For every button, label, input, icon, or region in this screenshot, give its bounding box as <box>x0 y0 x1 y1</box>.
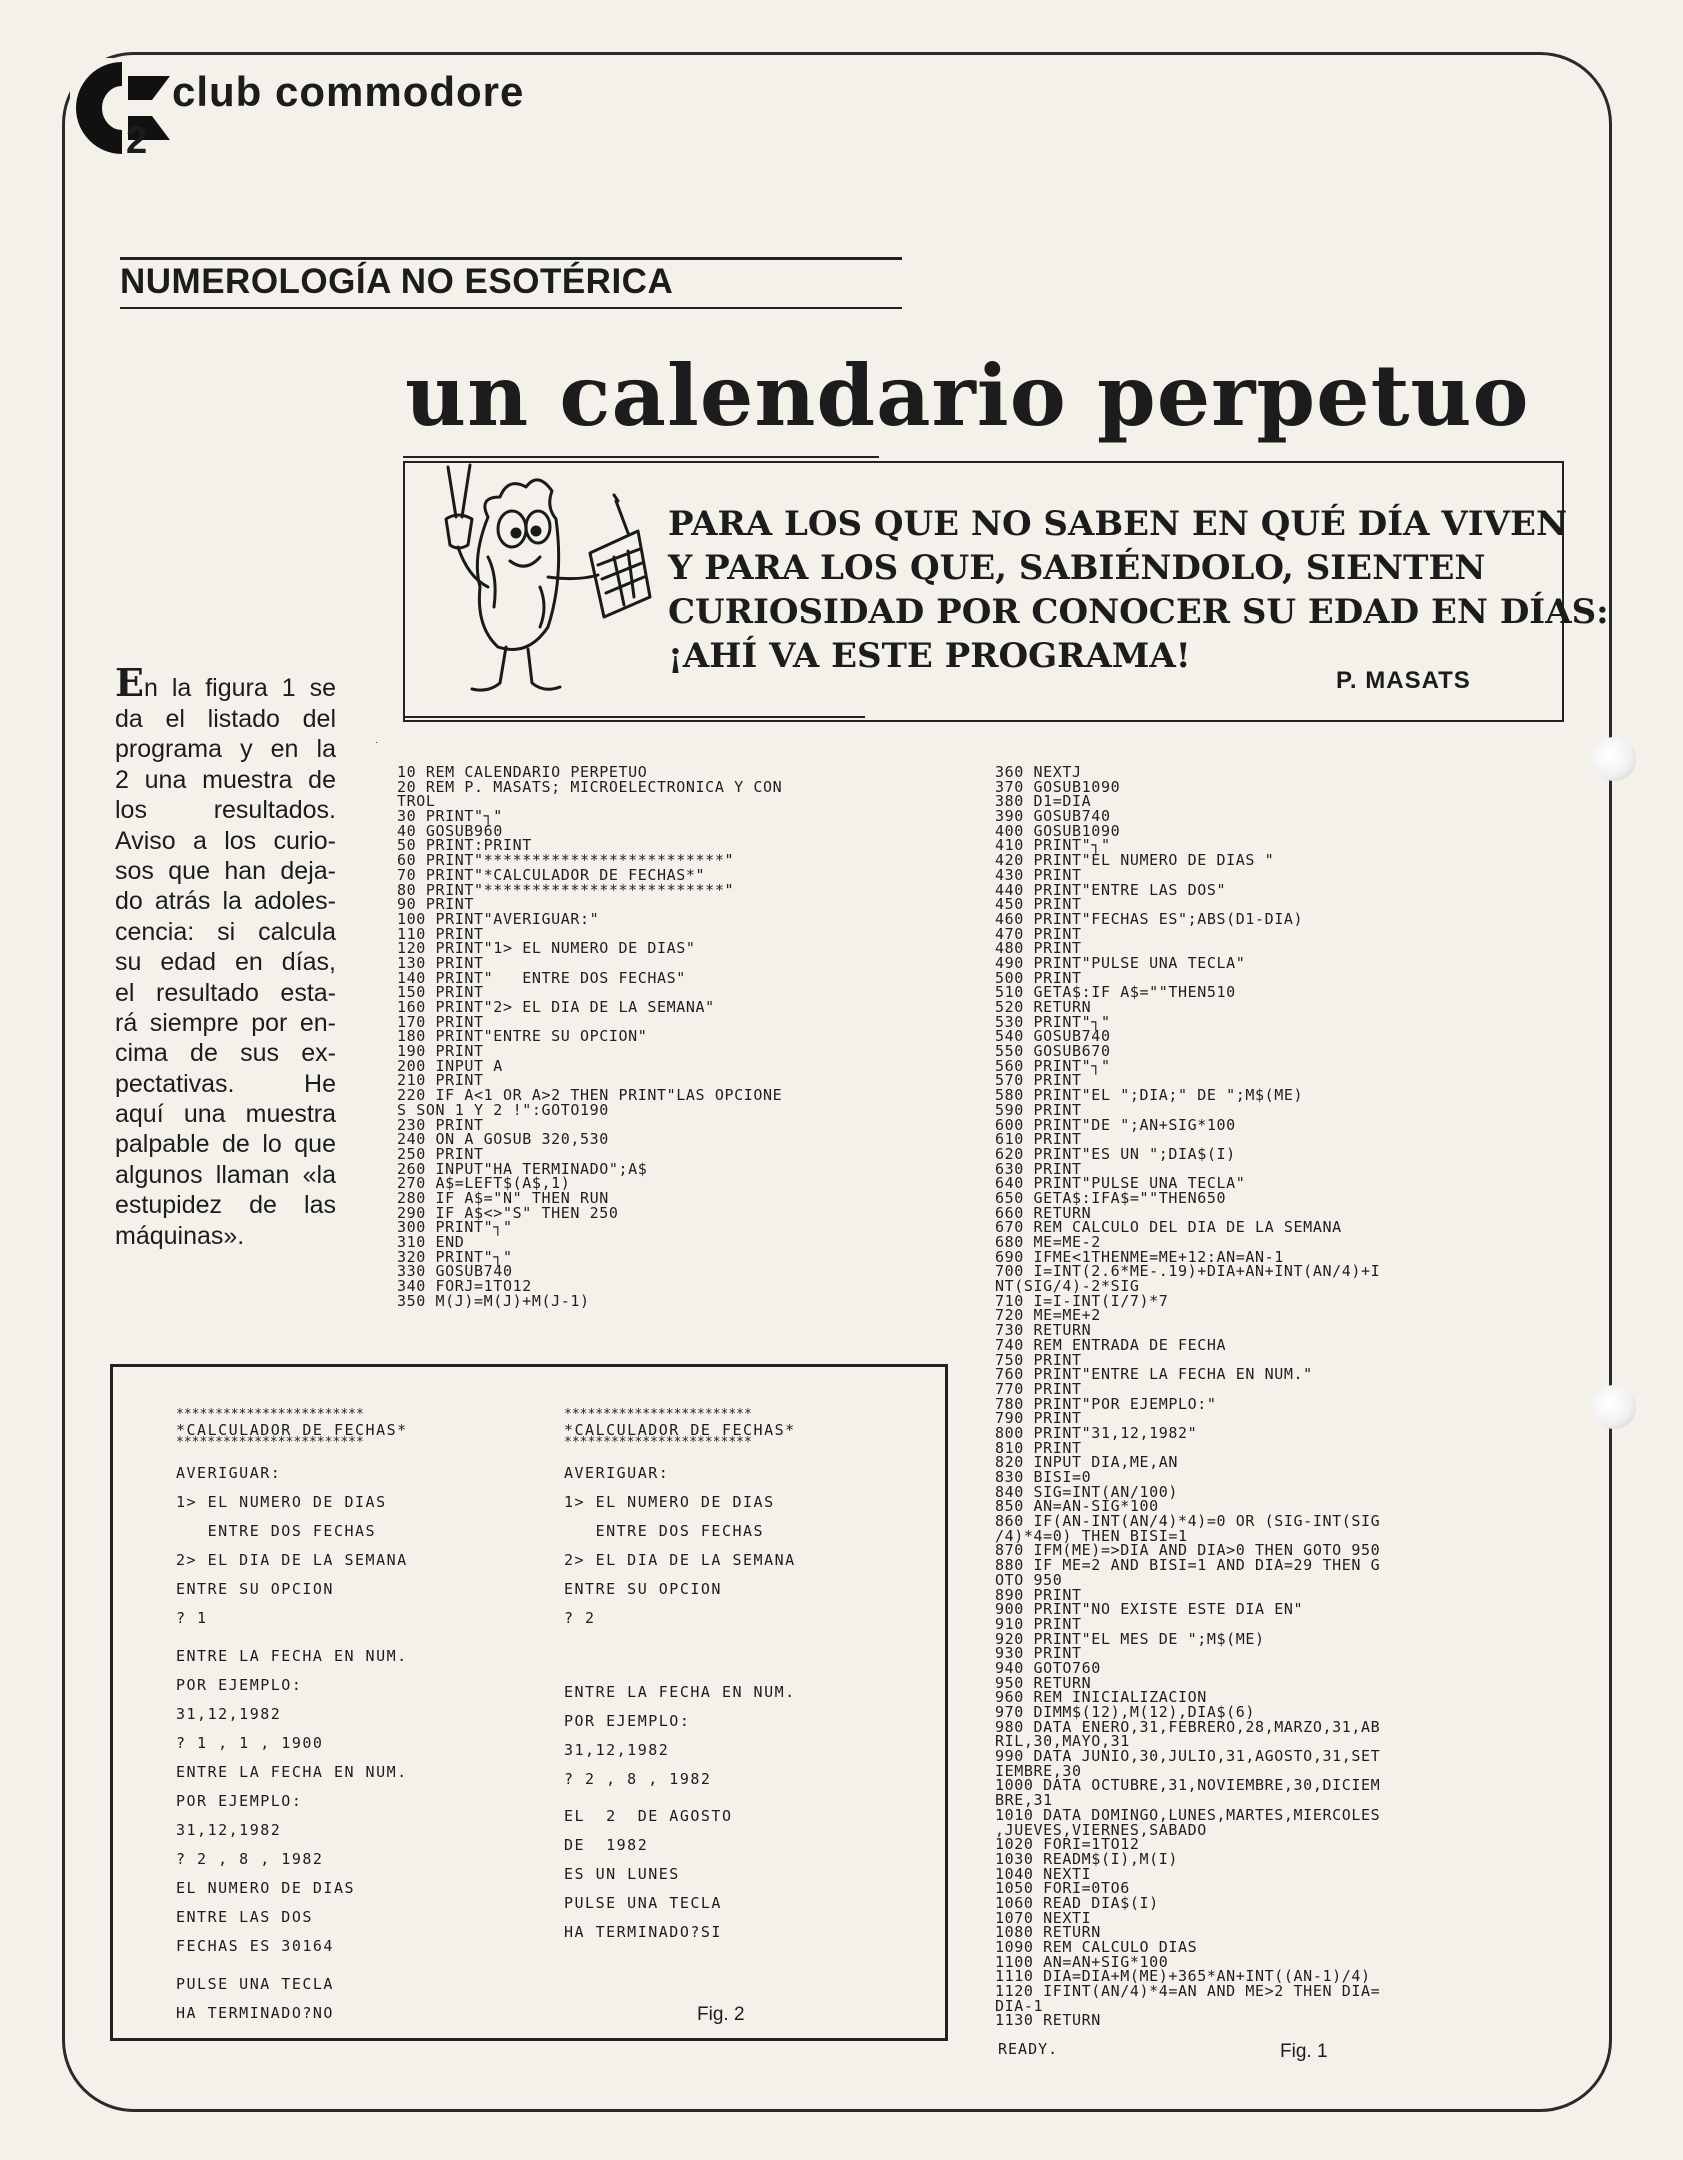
text-line: 50 PRINT:PRINT <box>397 836 532 855</box>
text-line: 1100 AN=AN+SIG*100 <box>995 1952 1169 1971</box>
text-line: 500 PRINT <box>995 968 1082 987</box>
text-line: 480 PRINT <box>995 939 1082 958</box>
page-number: 2 <box>126 120 148 162</box>
section-title: NUMEROLOGÍA NO ESOTÉRICA <box>120 262 674 301</box>
text-line: estupidez de las <box>115 1191 336 1220</box>
text-line: 610 PRINT <box>995 1130 1082 1149</box>
text-line: 570 PRINT <box>995 1071 1082 1090</box>
text-line: 20 REM P. MASATS; MICROELECTRONICA Y CON <box>397 777 783 796</box>
text-line: 550 GOSUB670 <box>995 1042 1111 1061</box>
text-line: 250 PRINT <box>397 1144 484 1163</box>
text-line: 780 PRINT"POR EJEMPLO:" <box>995 1394 1217 1413</box>
text-line: 590 PRINT <box>995 1100 1082 1119</box>
text-line: aquí una muestra <box>115 1100 336 1129</box>
fig1-label: Fig. 1 <box>1280 2041 1328 2062</box>
text-line: 60 PRINT"*************************" <box>397 851 735 870</box>
sample-line: PULSE UNA TECLA <box>176 1975 334 1993</box>
sample-output-box <box>110 1364 948 2041</box>
sample-line: ************************ <box>176 1435 364 1450</box>
text-line: 820 INPUT DIA,ME,AN <box>995 1453 1178 1472</box>
text-line: 240 ON A GOSUB 320,530 <box>397 1130 609 1149</box>
sample-line: DE 1982 <box>564 1836 649 1854</box>
text-line: 980 DATA ENERO,31,FEBRERO,28,MARZO,31,AB <box>995 1717 1381 1736</box>
sample-line: HA TERMINADO?SI <box>564 1923 722 1941</box>
text-line: 960 REM INICIALIZACION <box>995 1688 1207 1707</box>
text-line: 1090 REM CALCULO DIAS <box>995 1938 1198 1956</box>
text-line: 220 IF A<1 OR A>2 THEN PRINT"LAS OPCIONE <box>397 1086 783 1105</box>
text-line: 1110 DIA=DIA+M(ME)+365*AN+INT((AN-1)/4) <box>995 1967 1371 1986</box>
text-line: 970 DIMM$(12),M(12),DIA$(6) <box>995 1703 1256 1721</box>
text-line: 790 PRINT <box>995 1409 1082 1428</box>
text-line: 710 I=I-INT(I/7)*7 <box>995 1291 1169 1310</box>
promo-line: ¡AHÍ VA ESTE PROGRAMA! <box>668 636 1191 676</box>
sample-line: ? 2 , 8 , 1982 <box>176 1850 324 1868</box>
text-line: 30 PRINT"┐" <box>397 807 503 826</box>
ready-prompt: READY. <box>998 2040 1059 2058</box>
text-line: 580 PRINT"EL ";DIA;" DE ";M$(ME) <box>995 1086 1304 1105</box>
sample-line: ENTRE DOS FECHAS <box>176 1522 377 1540</box>
program-listing-left <box>397 765 782 1308</box>
text-line: 880 IF ME=2 AND BISI=1 AND DIA=29 THEN G <box>995 1556 1381 1575</box>
text-line: 770 PRINT <box>995 1379 1082 1398</box>
text-line: 280 IF A$="N" THEN RUN <box>397 1188 609 1207</box>
drop-cap: E <box>115 660 144 705</box>
sample-line: 31,12,1982 <box>564 1741 670 1759</box>
tick-mark: · <box>375 737 379 748</box>
text-line: NT(SIG/4)-2*SIG <box>995 1277 1140 1296</box>
text-line: 110 PRINT <box>397 924 484 943</box>
text-line: 1080 RETURN <box>995 1923 1101 1942</box>
text-line: 800 PRINT"31,12,1982" <box>995 1423 1198 1442</box>
text-line: 460 PRINT"FECHAS ES";ABS(D1-DIA) <box>995 909 1304 928</box>
intro-line-first <box>115 660 336 705</box>
text-line: 310 END <box>397 1233 465 1251</box>
sample-line: ENTRE LA FECHA EN NUM. <box>176 1763 408 1781</box>
text-line: 600 PRINT"DE ";AN+SIG*100 <box>995 1115 1236 1134</box>
text-line: 920 PRINT"EL MES DE ";M$(ME) <box>995 1629 1265 1648</box>
text-line: 1040 NEXTI <box>995 1864 1092 1883</box>
text-line: su edad en días, <box>115 948 336 977</box>
text-line: 90 PRINT <box>397 895 475 914</box>
sample-line: 31,12,1982 <box>176 1821 282 1839</box>
sample-line: 1> EL NUMERO DE DIAS <box>176 1493 387 1511</box>
sample-line: POR EJEMPLO: <box>176 1792 303 1810</box>
program-listing-right <box>995 765 1380 2028</box>
sample-line: POR EJEMPLO: <box>564 1712 691 1730</box>
text-line: 1010 DATA DOMINGO,LUNES,MARTES,MIERCOLES <box>995 1805 1381 1824</box>
text-line: 510 GETA$:IF A$=""THEN510 <box>995 983 1236 1002</box>
text-line: 490 PRINT"PULSE UNA TECLA" <box>995 953 1246 972</box>
text-line: 70 PRINT"*CALCULADOR DE FECHAS*" <box>397 865 706 884</box>
text-line: 330 GOSUB740 <box>397 1262 513 1281</box>
promo-line: Y PARA LOS QUE, SABIÉNDOLO, SIENTEN <box>668 548 1486 588</box>
binder-hole <box>1592 1385 1636 1429</box>
text-line: 840 SIG=INT(AN/100) <box>995 1482 1178 1501</box>
sample-line: ENTRE LA FECHA EN NUM. <box>564 1683 796 1701</box>
sample-line: ************************ <box>564 1435 752 1450</box>
text-line: 2 una muestra de <box>115 765 336 794</box>
text-line: 230 PRINT <box>397 1115 484 1134</box>
sample-line: ES UN LUNES <box>564 1865 680 1883</box>
sample-line: *CALCULADOR DE FECHAS* <box>564 1421 796 1439</box>
club-logo <box>70 58 630 178</box>
text-line: 810 PRINT <box>995 1438 1082 1457</box>
text-line: 180 PRINT"ENTRE SU OPCION" <box>397 1027 648 1046</box>
sample-line: EL NUMERO DE DIAS <box>176 1879 356 1897</box>
author-name: P. MASATS <box>1336 667 1471 694</box>
text-line: 1000 DATA OCTUBRE,31,NOVIEMBRE,30,DICIEM <box>995 1776 1381 1795</box>
text-line: 40 GOSUB960 <box>397 821 503 840</box>
text-line: 670 REM CALCULO DEL DIA DE LA SEMANA <box>995 1218 1342 1237</box>
mascot-illustration-icon <box>428 457 658 707</box>
sample-line: *CALCULADOR DE FECHAS* <box>176 1421 408 1439</box>
sample-line: 31,12,1982 <box>176 1705 282 1723</box>
text-line: 160 PRINT"2> EL DIA DE LA SEMANA" <box>397 998 715 1016</box>
text-line: el resultado esta- <box>115 978 336 1007</box>
text-line: 120 PRINT"1> EL NUMERO DE DIAS" <box>397 939 696 958</box>
text-line: palpable de lo que <box>115 1130 336 1159</box>
text-line: 1070 NEXTI <box>995 1908 1092 1927</box>
sample-line: 2> EL DIA DE LA SEMANA <box>176 1551 408 1569</box>
text-line: 740 REM ENTRADA DE FECHA <box>995 1335 1227 1354</box>
text-line: 340 FORJ=1TO12 <box>397 1277 532 1296</box>
text-line: 1050 FORI=0TO6 <box>995 1879 1130 1898</box>
text-line: 450 PRINT <box>995 895 1082 914</box>
text-line: 650 GETA$:IFA$=""THEN650 <box>995 1188 1227 1207</box>
sample-line: ? 1 , 1 , 1900 <box>176 1734 324 1752</box>
sample-line: POR EJEMPLO: <box>176 1676 303 1694</box>
text-line: 470 PRINT <box>995 924 1082 943</box>
text-line: los resultados. <box>115 796 336 825</box>
text-line: 100 PRINT"AVERIGUAR:" <box>397 909 600 928</box>
text-line: 200 INPUT A <box>397 1056 503 1075</box>
binder-hole <box>1592 737 1636 781</box>
promo-line: CURIOSIDAD POR CONOCER SU EDAD EN DÍAS: <box>668 592 1609 632</box>
text-line: 170 PRINT <box>397 1012 484 1031</box>
text-line: 390 GOSUB740 <box>995 807 1111 826</box>
text-line: 850 AN=AN-SIG*100 <box>995 1497 1159 1516</box>
text-line: 680 ME=ME-2 <box>995 1233 1101 1251</box>
text-line: 430 PRINT <box>995 865 1082 884</box>
section-rule-top <box>120 257 902 260</box>
fig2-label: Fig. 2 <box>697 2004 745 2025</box>
text-line: rá siempre por en- <box>115 1008 336 1037</box>
text-line: 300 PRINT"┐" <box>397 1218 513 1237</box>
text-line: máquinas». <box>115 1221 245 1250</box>
text-line: 1030 READM$(I),M(I) <box>995 1849 1178 1868</box>
text-line: 750 PRINT <box>995 1350 1082 1369</box>
sample-line: ENTRE LA FECHA EN NUM. <box>176 1647 408 1665</box>
text-line: 660 RETURN <box>995 1203 1092 1222</box>
club-name: club commodore <box>172 68 525 115</box>
text-line: OTO 950 <box>995 1570 1063 1589</box>
text-line: 370 GOSUB1090 <box>995 777 1121 796</box>
sample-line: ENTRE LAS DOS <box>176 1908 313 1926</box>
text-line: 760 PRINT"ENTRE LA FECHA EN NUM." <box>995 1365 1313 1384</box>
text-line: 80 PRINT"*************************" <box>397 880 735 899</box>
promo-line: PARA LOS QUE NO SABEN EN QUÉ DÍA VIVEN <box>668 504 1568 544</box>
text-line: 350 M(J)=M(J)+M(J-1) <box>397 1291 590 1310</box>
text-line: 420 PRINT"EL NUMERO DE DIAS " <box>995 851 1275 870</box>
text-line: 150 PRINT <box>397 983 484 1002</box>
text-line: 410 PRINT"┐" <box>995 836 1111 855</box>
text-line: sos que han deja- <box>115 856 336 885</box>
text-line: 940 GOTO760 <box>995 1658 1101 1677</box>
main-title: un calendario perpetuo <box>405 346 1530 445</box>
text-line: 640 PRINT"PULSE UNA TECLA" <box>995 1174 1246 1193</box>
text-line: 540 GOSUB740 <box>995 1027 1111 1046</box>
text-line: Aviso a los curio- <box>115 826 336 855</box>
text-line: 690 IFME<1THENME=ME+12:AN=AN-1 <box>995 1247 1284 1266</box>
text-line: ,JUEVES,VIERNES,SABADO <box>995 1820 1207 1839</box>
promo-rule-bottom <box>403 716 865 718</box>
text-line: 10 REM CALENDARIO PERPETUO <box>397 763 648 781</box>
text-line: 730 RETURN <box>995 1321 1092 1340</box>
text-line: 380 D1=DIA <box>995 792 1092 811</box>
text-line: 440 PRINT"ENTRE LAS DOS" <box>995 880 1227 899</box>
text-line: 930 PRINT <box>995 1644 1082 1663</box>
text-line: 860 IF(AN-INT(AN/4)*4)=0 OR (SIG-INT(SIG <box>995 1512 1381 1531</box>
sample-line: FECHAS ES 30164 <box>176 1937 334 1955</box>
text-line: algunos llaman «la <box>115 1160 336 1189</box>
text-line: 900 PRINT"NO EXISTE ESTE DIA EN" <box>995 1600 1304 1619</box>
sample-line: ************************ <box>176 1407 364 1422</box>
sample-line: AVERIGUAR: <box>176 1464 282 1482</box>
text-line: BRE,31 <box>995 1791 1053 1810</box>
text-line: 210 PRINT <box>397 1071 484 1090</box>
text-line: programa y en la <box>115 735 336 764</box>
text-line: 1060 READ DIA$(I) <box>995 1893 1159 1912</box>
text-line: cencia: si calcula <box>115 917 336 946</box>
intro-paragraph <box>115 660 336 1251</box>
sample-line: ? 2 <box>564 1609 596 1627</box>
text-line: 1020 FORI=1TO12 <box>995 1835 1140 1854</box>
text-line: 1120 IFINT(AN/4)*4=AN AND ME>2 THEN DIA= <box>995 1982 1381 2001</box>
text-line: cima de sus ex- <box>115 1039 336 1068</box>
text-line: DIA-1 <box>995 1996 1044 2015</box>
text-line: 560 PRINT"┐" <box>995 1056 1111 1075</box>
text-line: /4)*4=0) THEN BISI=1 <box>995 1526 1188 1545</box>
text-line: 190 PRINT <box>397 1042 484 1061</box>
text-line: 260 INPUT"HA TERMINADO";A$ <box>397 1159 648 1178</box>
text-line: 990 DATA JUNIO,30,JULIO,31,AGOSTO,31,SET <box>995 1747 1381 1766</box>
intro-lines <box>115 704 336 1251</box>
promo-text <box>668 502 1609 678</box>
sample-line: ? 2 , 8 , 1982 <box>564 1770 712 1788</box>
text-line: 720 ME=ME+2 <box>995 1306 1101 1325</box>
intro-first-line-text: n la figura 1 se <box>143 674 336 702</box>
sample-line: ENTRE SU OPCION <box>564 1580 722 1598</box>
text-line: IEMBRE,30 <box>995 1761 1082 1780</box>
sample-line: ? 1 <box>176 1609 208 1627</box>
text-line: 360 NEXTJ <box>995 763 1082 781</box>
sample-line: HA TERMINADO?NO <box>176 2004 334 2022</box>
commodore-logo-icon <box>70 58 180 158</box>
text-line: 400 GOSUB1090 <box>995 821 1121 840</box>
text-line: 870 IFM(ME)=>DIA AND DIA>0 THEN GOTO 950 <box>995 1541 1381 1560</box>
sample-line: ENTRE DOS FECHAS <box>564 1522 765 1540</box>
text-line: 630 PRINT <box>995 1159 1082 1178</box>
section-rule-bottom <box>120 307 902 309</box>
sample-line: ************************ <box>564 1407 752 1422</box>
text-line: 140 PRINT" ENTRE DOS FECHAS" <box>397 968 686 987</box>
text-line: TROL <box>397 792 436 811</box>
sample-line: 2> EL DIA DE LA SEMANA <box>564 1551 796 1569</box>
text-line: do atrás la adoles- <box>115 887 336 916</box>
text-line: 890 PRINT <box>995 1585 1082 1604</box>
text-line: 530 PRINT"┐" <box>995 1012 1111 1031</box>
text-line: da el listado del <box>115 705 336 733</box>
sample-line: AVERIGUAR: <box>564 1464 670 1482</box>
text-line: 1130 RETURN <box>995 2011 1101 2030</box>
text-line: 700 I=INT(2.6*ME-.19)+DIA+AN+INT(AN/4)+I <box>995 1262 1381 1281</box>
text-line: 830 BISI=0 <box>995 1468 1092 1486</box>
sample-line: ENTRE SU OPCION <box>176 1580 334 1598</box>
sample-line: EL 2 DE AGOSTO <box>564 1807 733 1825</box>
text-line: 130 PRINT <box>397 953 484 972</box>
text-line: S SON 1 Y 2 !":GOTO190 <box>397 1100 609 1119</box>
text-line: RIL,30,MAYO,31 <box>995 1732 1130 1751</box>
text-line: 910 PRINT <box>995 1614 1082 1633</box>
text-line: 320 PRINT"┐" <box>397 1247 513 1266</box>
text-line: 270 A$=LEFT$(A$,1) <box>397 1174 571 1193</box>
text-line: 520 RETURN <box>995 998 1092 1016</box>
sample-line: 1> EL NUMERO DE DIAS <box>564 1493 775 1511</box>
text-line: 950 RETURN <box>995 1673 1092 1692</box>
text-line: 620 PRINT"ES UN ";DIA$(I) <box>995 1144 1236 1163</box>
text-line: 290 IF A$<>"S" THEN 250 <box>397 1203 619 1222</box>
sample-line: PULSE UNA TECLA <box>564 1894 722 1912</box>
text-line: pectativas. He <box>115 1069 336 1098</box>
